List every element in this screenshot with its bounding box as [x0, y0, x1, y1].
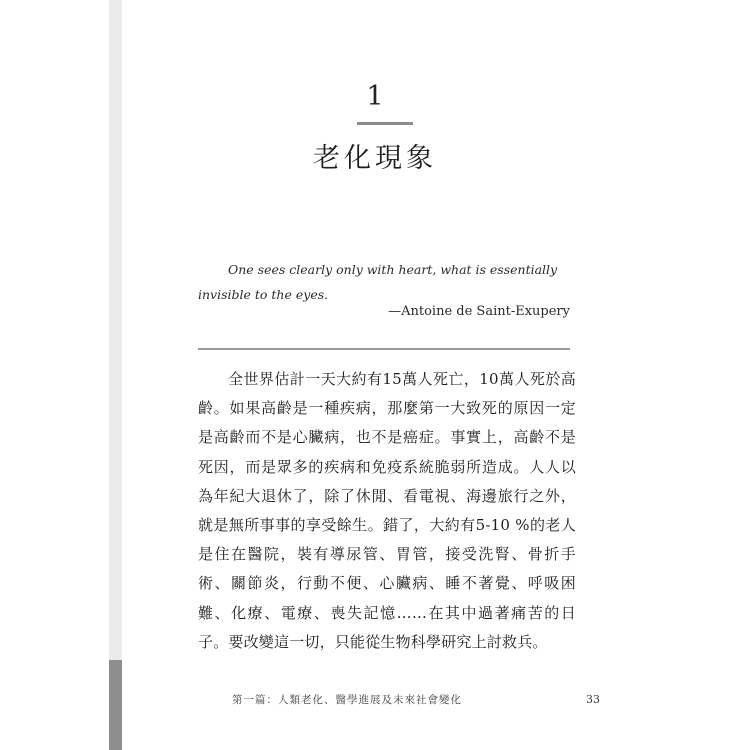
running-footer: 第一篇：人類老化、醫學進展及未來社會變化	[232, 694, 462, 706]
body-paragraph: 全世界估計一天大約有15萬人死亡，10萬人死於高齡。如果高齡是一種疾病，那麼第一大致死的原因一定是高齡而不是心臟病，也不是癌症。事實上，高齡不是死因，而是眾多的疾病和免疫系統脆弱所造成。人人以為年紀大退休了，除了休閒、看電視、海邊旅行之外，就是無所事事的享受餘生。錯了，大約有5-10 %的老人是住在醫院，裝有導尿管、胃管，接受洗腎、骨折手術、關節炎，行動不便、心臟病、睡不著覺、呼吸困難、化療、電療、喪失記憶……在其中過著痛苦的日子。要改變這一切，只能從生物科學研究上討救兵。	[198, 370, 576, 651]
chapter-title: 老化現象	[313, 143, 437, 174]
spine-edge-dark	[109, 660, 122, 750]
spine-edge-light	[109, 0, 122, 660]
epigraph-quote: One sees clearly only with heart, what is essentially invisible to the eyes.	[198, 262, 558, 302]
page-number: 33	[586, 693, 600, 706]
section-divider	[198, 348, 570, 350]
chapter-divider	[357, 122, 413, 125]
chapter-number: 1	[366, 81, 384, 112]
epigraph-author: —Antoine de Saint-Exupery	[388, 304, 570, 319]
